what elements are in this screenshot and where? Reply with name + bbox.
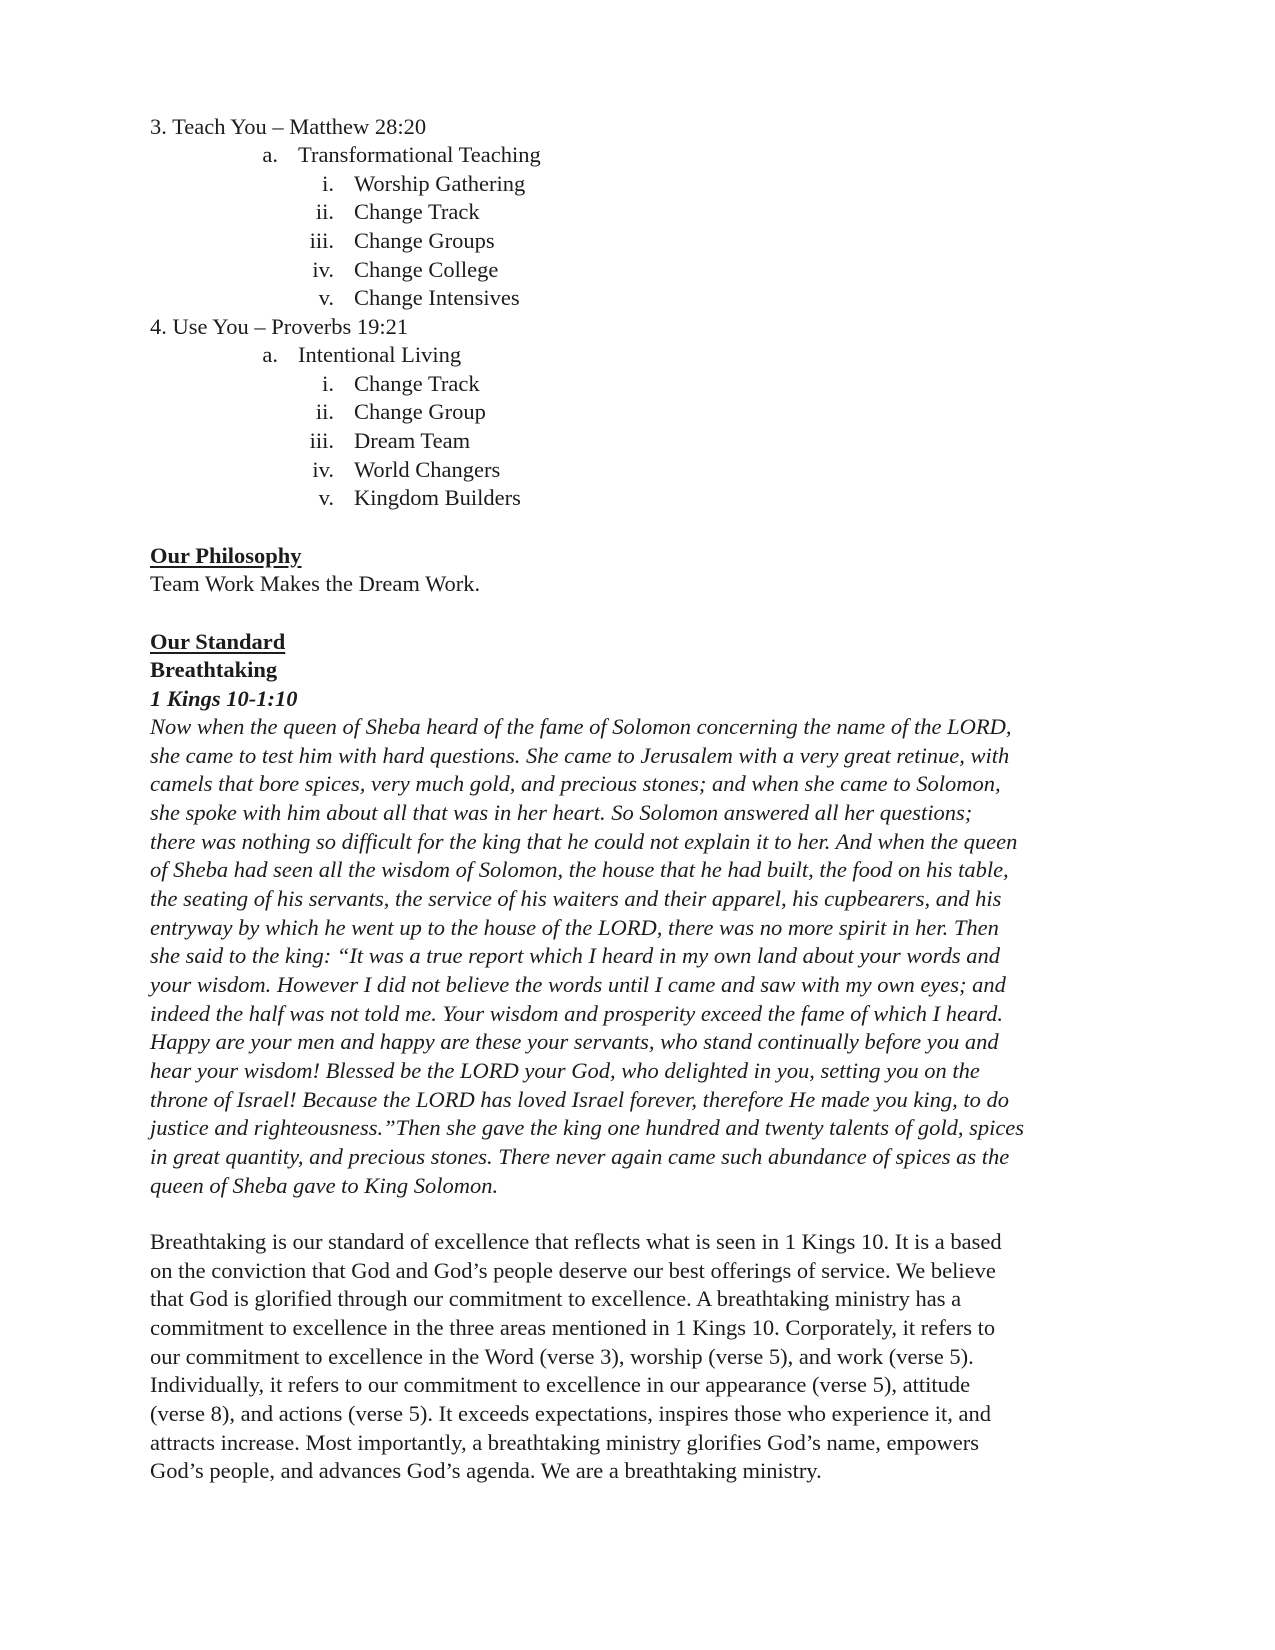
paragraph-line: attracts increase. Most importantly, a breathtaking ministry glorifies God’s name, empowers — [150, 1429, 979, 1455]
passage-line: camels that bore spices, very much gold, and precious stones; and when she came to Solomon, — [150, 771, 1001, 797]
paragraph-line: Individually, it refers to our commitment to excellence in our appearance (verse 5), attitude — [150, 1372, 971, 1398]
paragraph-line: our commitment to excellence in the Word (verse 3), worship (verse 5), and work (verse 5). — [150, 1343, 974, 1369]
list-marker: v. — [318, 285, 334, 310]
list-item: Change Group — [354, 399, 486, 424]
list-marker: iv. — [312, 257, 334, 282]
scripture-passage — [150, 713, 1130, 1200]
paragraph-line: God’s people, and advances God’s agenda. We are a breathtaking ministry. — [150, 1458, 822, 1484]
philosophy-heading: Our Philosophy — [150, 543, 302, 568]
passage-line: there was nothing so difficult for the king that he could not explain it to her. And when the queen — [150, 828, 1018, 854]
list-item: Worship Gathering — [354, 171, 526, 196]
list-item: Change Groups — [354, 228, 495, 253]
paragraph-line: on the conviction that God and God’s people deserve our best offerings of service. We believe — [150, 1257, 996, 1283]
list-marker: i. — [322, 171, 334, 196]
outline-section-4-sub-marker: a. — [262, 342, 278, 367]
list-marker: ii. — [315, 399, 334, 424]
outline-section-4-title: 4. Use You – Proverbs 19:21 — [150, 314, 409, 339]
list-marker: iv. — [312, 457, 334, 482]
passage-line: she said to the king: “It was a true report which I heard in my own land about your words and — [150, 943, 1000, 969]
passage-line: she came to test him with hard questions. She came to Jerusalem with a very great retinue, with — [150, 742, 1010, 768]
outline-section-3-sub-marker: a. — [262, 142, 278, 167]
passage-line: she spoke with him about all that was in her heart. So Solomon answered all her questions; — [150, 799, 973, 825]
paragraph-line: (verse 8), and actions (verse 5). It exceeds expectations, inspires those who experience it, and — [150, 1400, 991, 1426]
passage-line: justice and righteousness.”Then she gave the king one hundred and twenty talents of gold, spices — [150, 1115, 1025, 1141]
paragraph-line: that God is glorified through our commitment to excellence. A breathtaking ministry has a — [150, 1286, 962, 1312]
list-marker: i. — [322, 371, 334, 396]
philosophy-text: Team Work Makes the Dream Work. — [150, 571, 481, 596]
standard-subheading: Breathtaking — [150, 657, 278, 682]
list-item: World Changers — [354, 457, 501, 482]
passage-line: entryway by which he went up to the house of the LORD, there was no more spirit in her. Then — [150, 914, 999, 940]
list-marker: iii. — [309, 428, 334, 453]
list-marker: iii. — [309, 228, 334, 253]
passage-line: hear your wisdom! Blessed be the LORD your God, who delighted in you, setting you on the — [150, 1057, 980, 1083]
passage-line: of Sheba had seen all the wisdom of Solomon, the house that he had built, the food on his table, — [150, 857, 1009, 883]
list-item: Change College — [354, 257, 499, 282]
passage-line: your wisdom. However I did not believe the words until I came and saw with my own eyes; and — [150, 971, 1006, 997]
outline-section-3-title: 3. Teach You – Matthew 28:20 — [150, 114, 427, 139]
passage-line: queen of Sheba gave to King Solomon. — [150, 1172, 499, 1198]
list-item: Kingdom Builders — [354, 485, 521, 510]
passage-line: the seating of his servants, the service of his waiters and their apparel, his cupbearers, and his — [150, 885, 1002, 911]
outline-section-3-sub-label: Transformational Teaching — [298, 142, 541, 167]
list-item: Dream Team — [354, 428, 471, 453]
passage-line: throne of Israel! Because the LORD has loved Israel forever, therefore He made you king, to do — [150, 1086, 1009, 1112]
list-marker: v. — [318, 485, 334, 510]
list-marker: ii. — [315, 199, 334, 224]
list-item: Change Track — [354, 199, 480, 224]
passage-line: in great quantity, and precious stones. There never again came such abundance of spices as the — [150, 1143, 1010, 1169]
scripture-reference: 1 Kings 10-1:10 — [150, 686, 298, 711]
paragraph-line: commitment to excellence in the three areas mentioned in 1 Kings 10. Corporately, it refers to — [150, 1314, 996, 1340]
standard-heading: Our Standard — [150, 629, 286, 654]
standard-explanation — [150, 1228, 1130, 1486]
list-item: Change Track — [354, 371, 480, 396]
outline-section-4-sub-label: Intentional Living — [298, 342, 462, 367]
paragraph-line: Breathtaking is our standard of excellence that reflects what is seen in 1 Kings 10. It is a based — [150, 1229, 1002, 1254]
passage-line: Now when the queen of Sheba heard of the fame of Solomon concerning the name of the LORD, — [150, 714, 1012, 739]
passage-line: indeed the half was not told me. Your wisdom and prosperity exceed the fame of which I heard. — [150, 1000, 1004, 1026]
passage-line: Happy are your men and happy are these your servants, who stand continually before you and — [150, 1029, 999, 1055]
list-item: Change Intensives — [354, 285, 520, 310]
